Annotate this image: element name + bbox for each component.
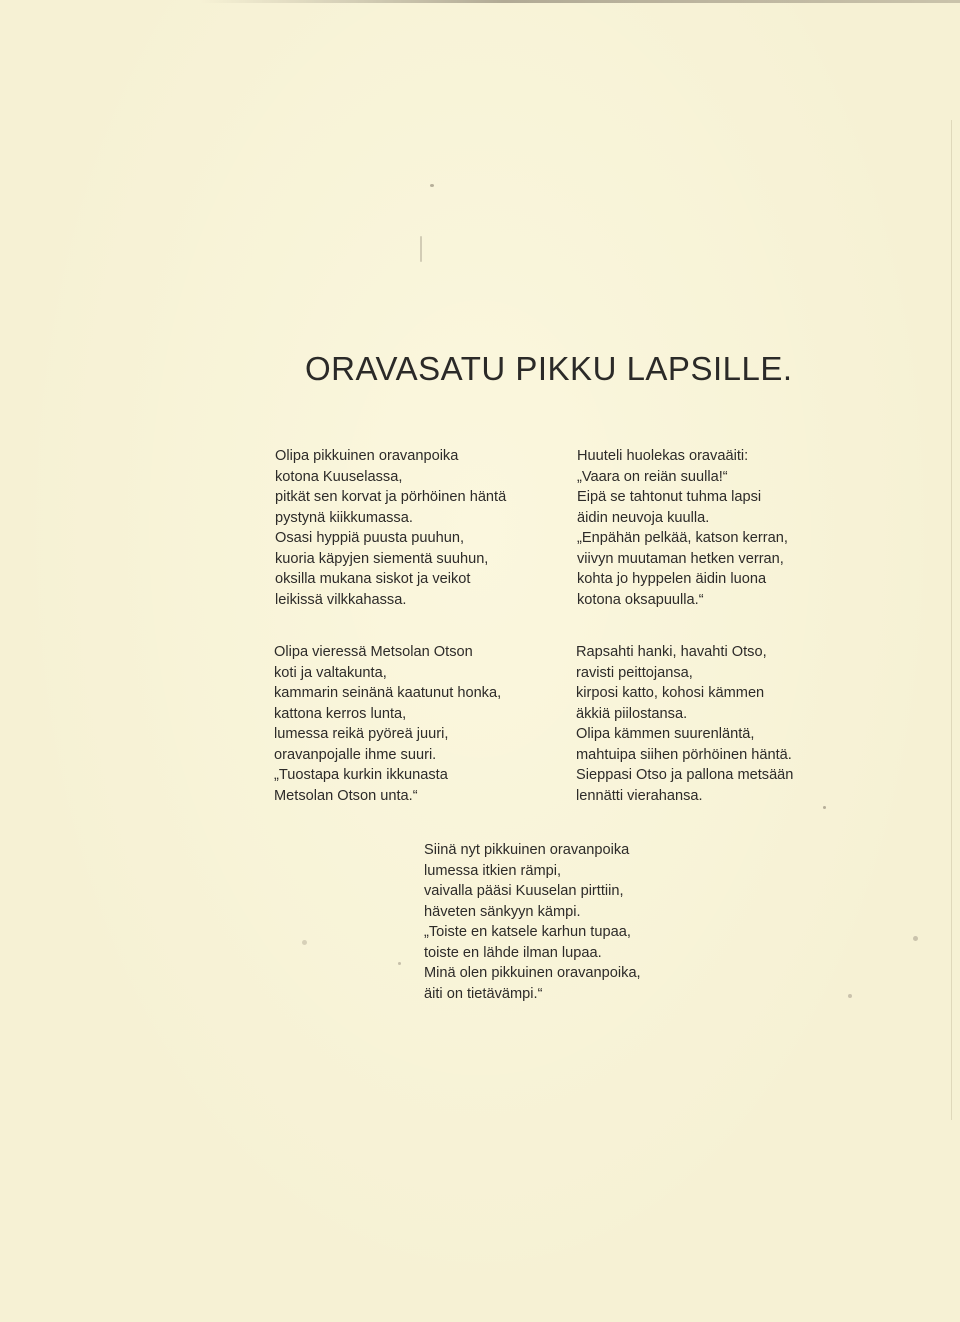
page-edge-top <box>200 0 960 3</box>
poem-line: Siinä nyt pikkuinen oravanpoika <box>424 842 630 858</box>
poem-line: kuoria käpyjen siementä suuhun, <box>275 550 489 567</box>
poem-line: pystynä kiikkumassa. <box>275 509 413 526</box>
poem-line: pitkät sen korvat ja pörhöinen häntä <box>275 489 507 505</box>
poem-line: Huuteli huolekas oravaäiti: <box>577 448 749 464</box>
paper-speck <box>823 806 826 809</box>
poem-line: Olipa vieressä Metsolan Otson <box>274 644 473 660</box>
paper-speck <box>913 936 918 941</box>
poem-line: „Toiste en katsele karhun tupaa, <box>424 924 631 940</box>
poem-line: kammarin seinänä kaatunut honka, <box>274 685 502 701</box>
poem-line: äidin neuvoja kuulla. <box>577 509 710 526</box>
poem-line: vaivalla pääsi Kuuselan pirttiin, <box>424 883 624 899</box>
poem-stanza <box>577 446 788 610</box>
poem-stanza <box>424 840 641 1004</box>
poem-line: lumessa itkien rämpi, <box>424 862 562 879</box>
poem-stanza <box>274 642 501 806</box>
poem-line: toiste en lähde ilman lupaa. <box>424 944 602 961</box>
poem-stanza <box>275 446 506 610</box>
poem-line: Metsolan Otson unta.“ <box>274 787 418 804</box>
page-title: ORAVASATU PIKKU LAPSILLE. <box>305 350 793 387</box>
poem-line: „Vaara on reiän suulla!“ <box>577 468 728 485</box>
poem-line: äiti on tietävämpi.“ <box>424 985 543 1002</box>
poem-line: viivyn muutaman hetken verran, <box>577 550 784 567</box>
page-edge-right <box>951 120 952 1120</box>
poem-line: lennätti vierahansa. <box>576 787 703 804</box>
poem-line: ravisti peittojansa, <box>576 664 693 681</box>
poem-line: häveten sänkyyn kämpi. <box>424 903 581 920</box>
poem-line: kattona kerros lunta, <box>274 705 407 722</box>
poem-line: äkkiä piilostansa. <box>576 705 688 722</box>
poem-line: Rapsahti hanki, havahti Otso, <box>576 644 767 660</box>
poem-line: Sieppasi Otso ja pallona metsään <box>576 767 794 783</box>
poem-line: Olipa pikkuinen oravanpoika <box>275 448 459 464</box>
poem-line: Olipa kämmen suurenläntä, <box>576 726 755 742</box>
paper-speck <box>420 236 422 262</box>
poem-line: Eipä se tahtonut tuhma lapsi <box>577 489 762 505</box>
poem-line: Minä olen pikkuinen oravanpoika, <box>424 965 641 981</box>
poem-line: kirposi katto, kohosi kämmen <box>576 685 765 701</box>
poem-line: kotona Kuuselassa, <box>275 468 403 485</box>
poem-line: kohta jo hyppelen äidin luona <box>577 571 767 587</box>
poem-line: „Tuostapa kurkin ikkunasta <box>274 767 448 783</box>
paper-speck <box>848 994 852 998</box>
poem-line: Osasi hyppiä puusta puuhun, <box>275 530 465 546</box>
poem-line: mahtuipa siihen pörhöinen häntä. <box>576 746 792 763</box>
poem-line: „Enpähän pelkää, katson kerran, <box>577 530 788 546</box>
poem-line: kotona oksapuulla.“ <box>577 591 704 608</box>
poem-line: koti ja valtakunta, <box>274 664 387 681</box>
poem-line: lumessa reikä pyöreä juuri, <box>274 726 449 742</box>
paper-speck <box>398 962 401 965</box>
poem-stanza <box>576 642 793 806</box>
poem-line: oravanpojalle ihme suuri. <box>274 746 437 763</box>
paper-speck <box>430 184 434 187</box>
poem-line: oksilla mukana siskot ja veikot <box>275 571 471 587</box>
poem-line: leikissä vilkkahassa. <box>275 591 407 608</box>
paper-speck <box>302 940 307 945</box>
